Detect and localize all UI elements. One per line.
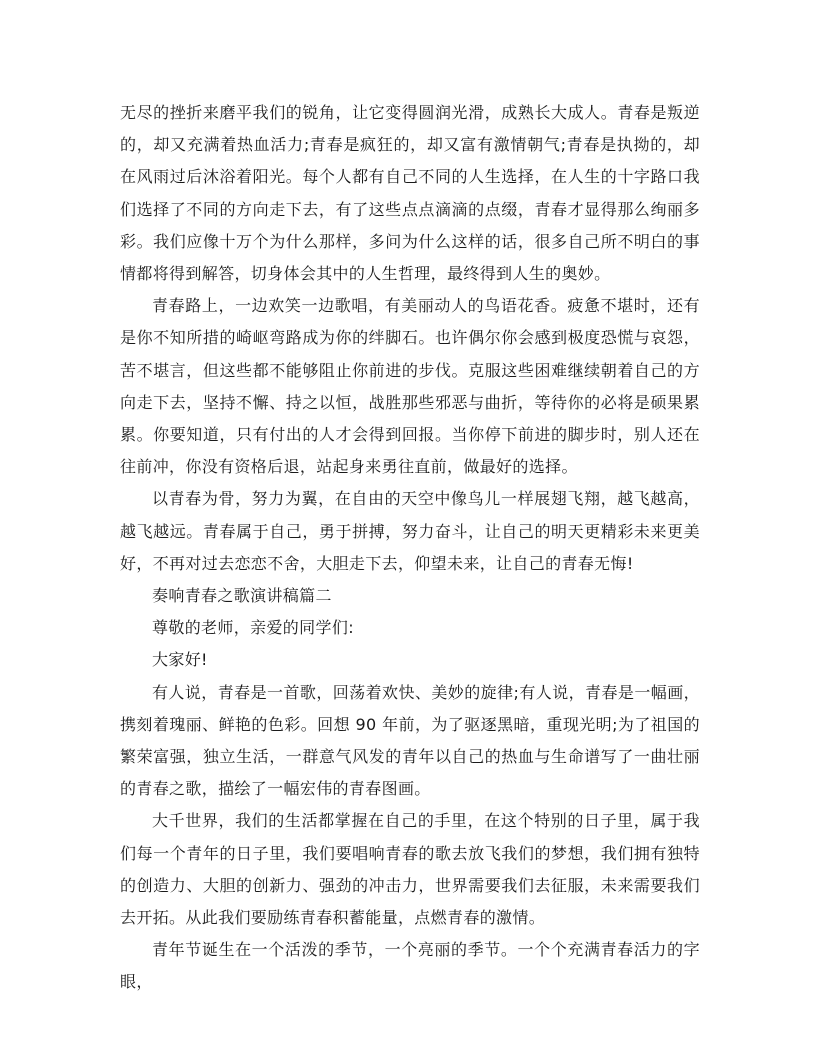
- paragraph: 有人说，青春是一首歌，回荡着欢快、美妙的旋律;有人说，青春是一幅画，携刻着瑰丽、鲜艳的色彩。回想 90 年前，为了驱逐黑暗，重现光明;为了祖国的繁荣富强，独立生活，一群意气风发的青年以自己的热血与生命谱写了一曲壮丽的青春之歌，描绘了一幅宏伟的青春图画。: [120, 682, 700, 799]
- paragraph: 青春路上，一边欢笑一边歌唱，有美丽动人的鸟语花香。疲惫不堪时，还有是你不知所措的崎岖弯路成为你的绊脚石。也许偶尔你会感到极度恐慌与哀怨，苦不堪言，但这些都不能够阻止你前进的步伐。克服这些困难继续朝着自己的方向走下去，坚持不懈、持之以恒，战胜那些邪恶与曲折，等待你的必将是硕果累累。你要知道，只有付出的人才会得到回报。当你停下前进的脚步时，别人还在往前冲，你没有资格后退，站起身来勇往直前，做最好的选择。: [120, 296, 700, 477]
- section-heading: 奏响青春之歌演讲稿篇二: [152, 586, 332, 606]
- document-body: [120, 97, 700, 999]
- paragraph-partial: 青年节诞生在一个活泼的季节，一个亮丽的季节。一个个充满青春活力的字眼，: [120, 940, 700, 992]
- greeting: 大家好!: [152, 650, 208, 670]
- paragraph-continuation: 无尽的挫折来磨平我们的锐角，让它变得圆润光滑，成熟长大成人。青春是叛逆的，却又充满着热血活力;青春是疯狂的，却又富有激情朝气;青春是执拗的，却在风雨过后沐浴着阳光。每个人都有自己不同的人生选择，在人生的十字路口我们选择了不同的方向走下去，有了这些点点滴滴的点缀，青春才显得那么绚丽多彩。我们应像十万个为什么那样，多问为什么这样的话，很多自己所不明白的事情都将得到解答，切身体会其中的人生哲理，最终得到人生的奥妙。: [120, 103, 700, 284]
- salutation: 尊敬的老师，亲爱的同学们:: [152, 618, 354, 638]
- paragraph: 以青春为骨，努力为翼，在自由的天空中像鸟儿一样展翅飞翔，越飞越高，越飞越远。青春属于自己，勇于拼搏，努力奋斗，让自己的明天更精彩未来更美好，不再对过去恋恋不舍，大胆走下去，仰望未来，让自己的青春无悔!: [120, 489, 700, 573]
- paragraph: 大千世界，我们的生活都掌握在自己的手里，在这个特别的日子里，属于我们每一个青年的日子里，我们要唱响青春的歌去放飞我们的梦想，我们拥有独特的创造力、大胆的创新力、强劲的冲击力，世界需要我们去征服，未来需要我们去开拓。从此我们要励练青春积蓄能量，点燃青春的激情。: [120, 811, 700, 928]
